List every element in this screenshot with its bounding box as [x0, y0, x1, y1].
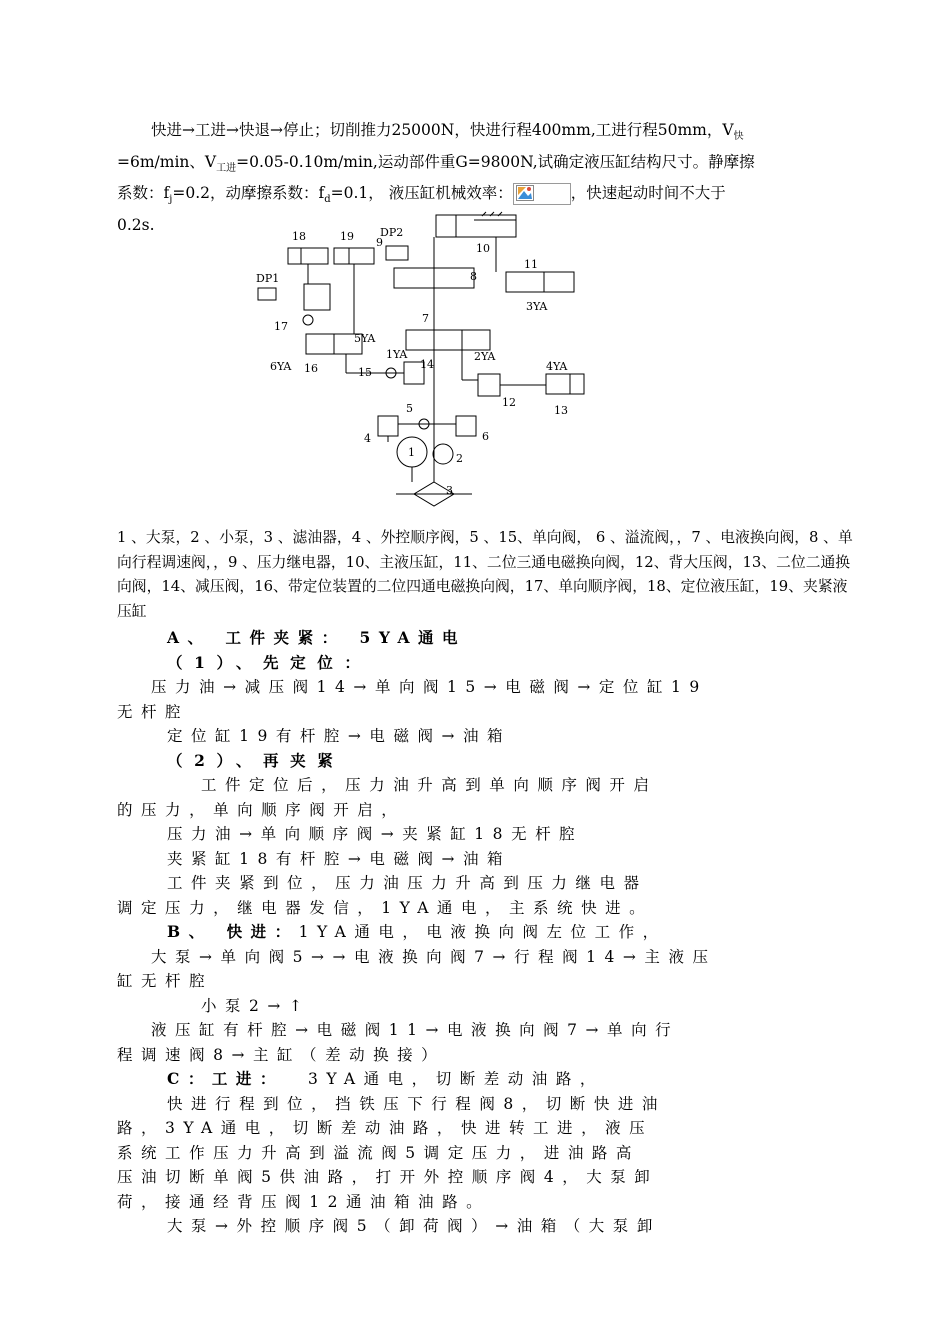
section-c-title-label: C：工进：: [167, 1069, 284, 1088]
diagram-label-5: 5: [406, 402, 413, 415]
section-b-line-5: 程调速阀8→主缸（差动换接）: [117, 1045, 446, 1064]
component-legend: [117, 526, 855, 624]
step-2-line-4: 夹紧缸18有杆腔→电磁阀→油箱: [167, 849, 512, 868]
step-1-line-2: 无杆腔: [117, 702, 190, 721]
pressure-switch-9: [386, 246, 408, 260]
body-text: [117, 626, 855, 1239]
diagram-label-2: 2: [456, 452, 463, 465]
intro-text-3a: 系数：f: [117, 184, 170, 203]
diagram-label-9: 9: [376, 236, 383, 249]
step-2-line-3: 压力油→单向顺序阀→夹紧缸18无杆腔: [167, 825, 584, 843]
diagram-label-11: 11: [524, 258, 538, 271]
section-c-line-4: 压油切断单阀5供油路，打开外控顺序阀4，大泵卸: [117, 1168, 659, 1186]
directional-valve-16: [306, 334, 334, 354]
diagram-label-dp1: DP1: [256, 272, 280, 285]
back-pressure-valve-12: [478, 374, 500, 396]
diagram-label-1: 1: [408, 446, 415, 459]
diagram-label-19: 19: [340, 230, 354, 243]
sequence-valve-17: [304, 284, 330, 310]
section-b-title-label: B、 快进：: [167, 922, 299, 941]
intro-text-2a: =6m/min、V: [117, 152, 217, 171]
two-way-valve-13: [546, 374, 570, 394]
v-fast-subscript: 快: [733, 131, 744, 143]
section-c-title: [117, 1067, 855, 1092]
main-cylinder-10: [436, 215, 516, 237]
throttle-valve-8: [394, 268, 434, 288]
section-b-title: [117, 920, 855, 945]
sequence-valve-4: [378, 416, 398, 436]
step-1-line-3: 定位缸19有杆腔→电磁阀→油箱: [167, 727, 512, 745]
step-1-title: （1）、先定位：: [167, 652, 372, 672]
diagram-label-10: 10: [476, 242, 490, 255]
broken-image-icon: [513, 183, 571, 205]
intro-line-3: [117, 181, 855, 213]
diagram-label-17: 17: [274, 320, 288, 333]
diagram-label-3: 3: [446, 484, 453, 497]
electro-hydraulic-valve-7: [406, 330, 434, 350]
diagram-label-8: 8: [470, 270, 477, 283]
diagram-label-5ya: 5YA: [354, 332, 376, 345]
intro-text-3d: ，快速起动时间不大于: [570, 184, 726, 203]
intro-text-1: 快进→工进→快退→停止；切削推力25000N，快进行程400mm,工进行程50mm，V: [151, 121, 734, 139]
clamping-cylinder-19: [334, 248, 374, 264]
solenoid-valve-11: [506, 272, 544, 292]
diagram-label-7: 7: [422, 312, 429, 325]
section-c-line-5: 荷，接通经背压阀12通油箱油路。: [117, 1192, 491, 1211]
step-2-line-6: 调定压力，继电器发信，1YA通电，主系统快进。: [117, 898, 654, 917]
step-2-line-2: 的压力，单向顺序阀开启，: [117, 800, 406, 819]
section-b-line-1: 大泵→单向阀5→→电液换向阀7→行程阀14→主液压: [151, 947, 717, 966]
intro-line-2: [117, 150, 855, 182]
diagram-label-13: 13: [554, 404, 568, 417]
section-c-title-rest: 3YA通电，切断差动油路，: [307, 1070, 604, 1088]
diagram-label-4ya: 4YA: [546, 360, 568, 373]
intro-line-4: 0.2s.: [117, 215, 155, 234]
intro-text-2b: =0.05-0.10m/min,运动部件重G=9800N,试确定液压缸结构尺寸。静摩擦: [236, 152, 755, 171]
positioning-cylinder-18: [288, 248, 328, 264]
hydraulic-circuit-diagram: [246, 210, 586, 520]
diagram-label-1ya: 1YA: [386, 348, 408, 361]
step-2-line-1: 工件定位后，压力油升高到单向顺序阀开启: [201, 776, 658, 794]
diagram-label-14: 14: [420, 358, 434, 371]
diagram-label-16: 16: [304, 362, 318, 375]
section-c-line-2: 路，3YA通电，切断差动油路，快进转工进，液压: [117, 1119, 654, 1137]
section-b-line-4: 液压缸有杆腔→电磁阀11→电液换向阀7→单向行: [151, 1021, 680, 1039]
section-b-line-3: 小泵2→↑: [201, 996, 311, 1015]
step-2-title: （2）、再夹紧: [167, 750, 345, 770]
diagram-label-12: 12: [502, 396, 516, 409]
diagram-label-6: 6: [482, 430, 489, 443]
diagram-label-18: 18: [292, 230, 306, 243]
diagram-label-15: 15: [358, 366, 372, 379]
step-1-line-1: 压力油→减压阀14→单向阀15→电磁阀→定位缸19: [151, 678, 708, 696]
section-c-line-3: 系统工作压力升高到溢流阀5调定压力，进油路高: [117, 1143, 640, 1162]
section-a-title: A、 工件夹紧： 5YA通电: [167, 628, 467, 647]
section-b-title-rest: 1YA通电，电液换向阀左位工作，: [298, 923, 667, 941]
v-work-subscript: 工进: [216, 162, 237, 174]
diagram-label-3ya: 3YA: [526, 300, 548, 313]
intro-line-1: [117, 118, 855, 150]
diagram-label-2ya: 2YA: [474, 350, 496, 363]
section-c-line-1: 快进行程到位，挡铁压下行程阀8，切断快进油: [167, 1094, 666, 1113]
fd-subscript: d: [324, 194, 331, 206]
diagram-label-6ya: 6YA: [270, 360, 292, 373]
small-pump-2: [433, 444, 453, 464]
section-c-line-6: 大泵→外控顺序阀5（卸荷阀）→油箱（大泵卸: [167, 1217, 661, 1235]
intro-text-3c: =0.1， 液压缸机械效率：: [330, 184, 513, 203]
relief-valve-6: [456, 416, 476, 436]
diagram-label-4: 4: [364, 432, 371, 445]
component-legend-text: 1 、大泵，2 、小泵，3 、滤油器，4 、外控顺序阀，5 、15、单向阀， 6 、溢流阀，，7 、电液换向阀，8 、单向行程调速阀，，9 、压力继电器，10、主液压缸，11、二位三通电磁换向阀，12、背大压阀，13、二位二通换向阀，14、减压阀，16、带定位装置的二位四通电磁换向阀，17、单向顺序阀，18、定位液压缸，19、夹紧液压缸: [117, 529, 853, 620]
diagram-label-dp2: DP2: [380, 226, 404, 239]
intro-text-3b: =0.2，动摩擦系数：f: [172, 184, 325, 203]
step-2-line-5: 工件夹紧到位，压力油压力升高到压力继电器: [167, 874, 648, 892]
section-b-line-2: 缸无杆腔: [117, 972, 214, 990]
pressure-gauge-dp1: [258, 288, 276, 300]
fj-subscript: j: [169, 194, 173, 206]
